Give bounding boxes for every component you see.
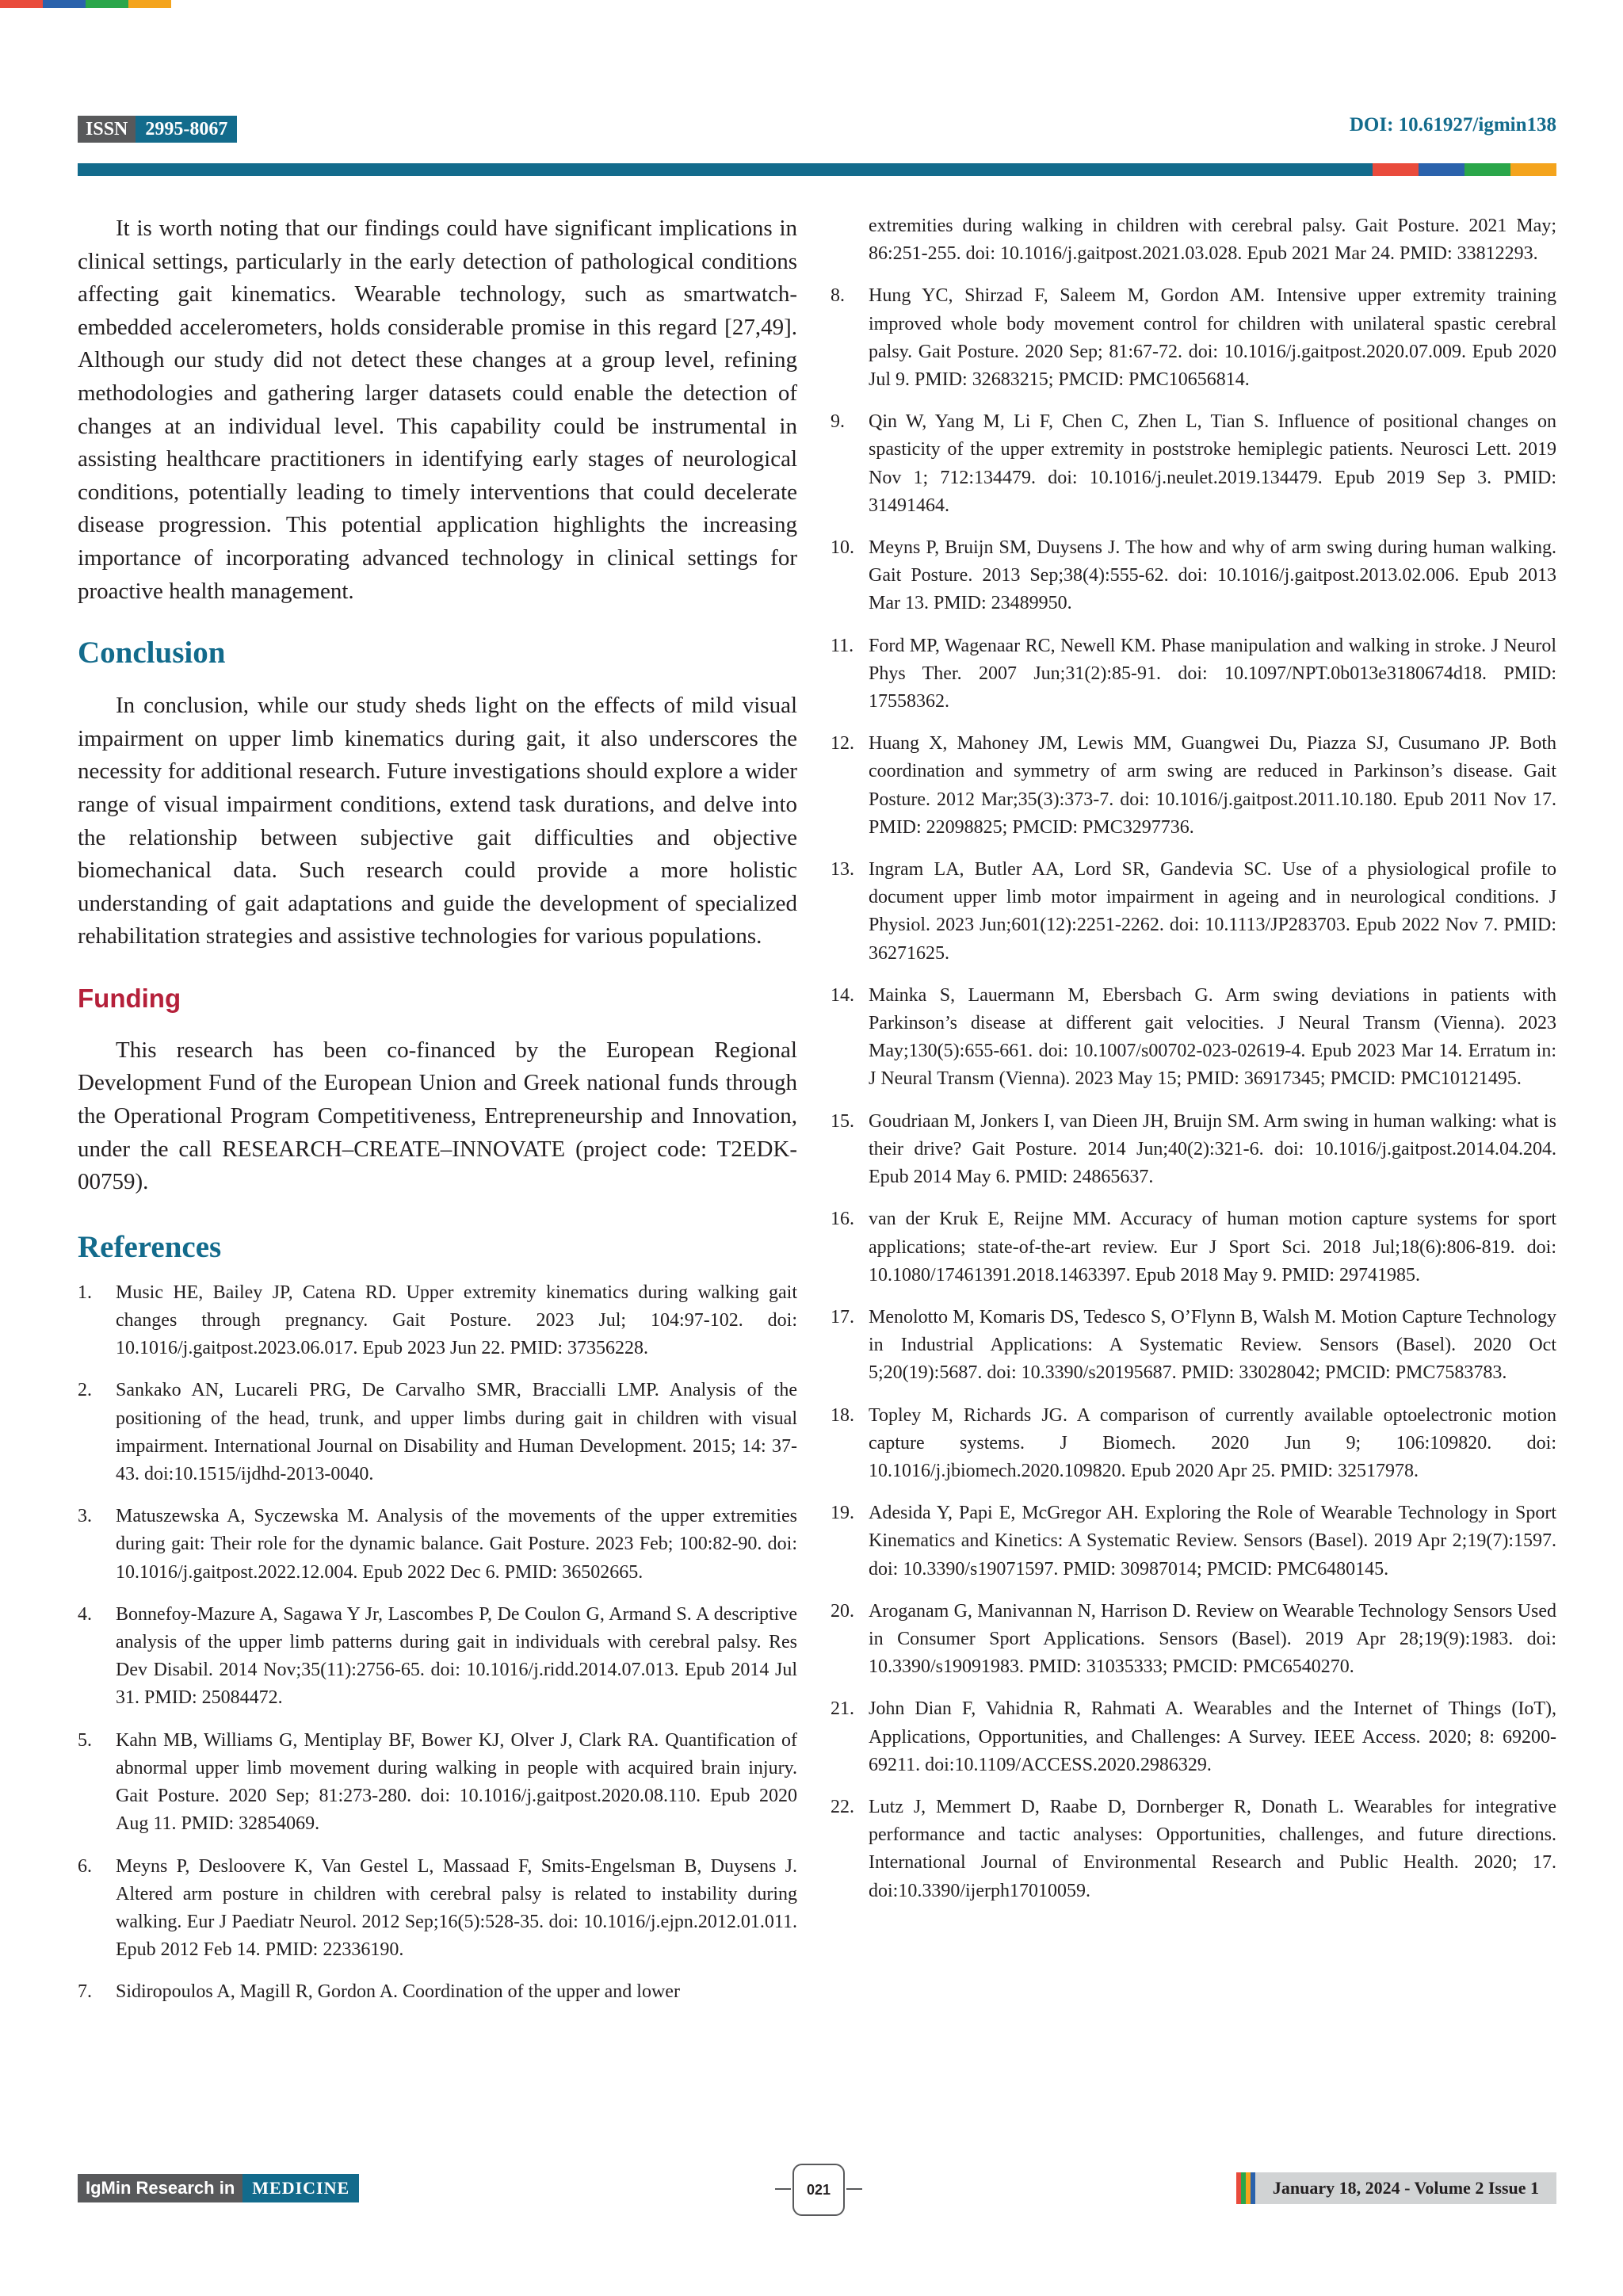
reference-text: van der Kruk E, Reijne MM. Accuracy of human motion capture systems for sport applications; state-of-the-art review. Eur J Sport Sci. 2018 Jul;18(6):806-819. doi: 10.1080/17461391.2018.1463397. Epub 2018 May 9. PMID: 29741985. <box>869 1209 1556 1286</box>
reference-item <box>78 1601 797 1713</box>
reference-number: 11. <box>831 635 854 656</box>
reference-text: Sankako AN, Lucareli PRG, De Carvalho SMR, Braccialli LMP. Analysis of the positioning of the head, trunk, and upper limbs during gait in children with visual impairment. International Journal on Disability and Human Development. 2015; 14: 37-43. doi:10.1515/ijdhd-2013-0040. <box>116 1380 797 1485</box>
reference-number: 6. <box>78 1855 92 1877</box>
reference-number: 19. <box>831 1503 854 1524</box>
reference-text: Adesida Y, Papi E, McGregor AH. Exploring the Role of Wearable Technology in Sport Kinematics and Kinetics: A Systematic Review. Sensors (Basel). 2019 Apr 2;19(7):1597. doi: 10.3390/s19071597. PMID: 30987014; PMCID: PMC6480145. <box>869 1503 1556 1580</box>
reference-item <box>831 1402 1556 1486</box>
reference-item <box>831 1108 1556 1192</box>
reference-item <box>78 1978 797 2006</box>
reference-text: Ingram LA, Butler AA, Lord SR, Gandevia SC. Use of a physiological profile to document upper limb motor impairment in ageing and in neurological conditions. J Physiol. 2023 Jun;601(12):2251-2262. doi: 10.1113/JP283703. Epub 2022 Nov 7. PMID: 36271625. <box>869 859 1556 964</box>
reference-7-continuation: extremities during walking in children with cerebral palsy. Gait Posture. 2021 May; 86:251-255. doi: 10.1016/j.gaitpost.2021.03.028. Epub 2021 Mar 24. PMID: 33812293. <box>869 216 1556 265</box>
reference-text: John Dian F, Vahidnia R, Rahmati A. Wearables and the Internet of Things (IoT), Applications, Opportunities, and Challenges: A Survey. IEEE Access. 2020; 8: 69200-69211. doi:10.1109/ACCESS.2020.2986329. <box>869 1698 1556 1775</box>
references-heading: References <box>78 1229 222 1264</box>
reference-number: 14. <box>831 984 854 1006</box>
conclusion-heading: Conclusion <box>78 636 226 670</box>
reference-number: 16. <box>831 1209 854 1230</box>
left-column <box>78 212 797 2007</box>
reference-number: 4. <box>78 1603 92 1625</box>
reference-number: 1. <box>78 1282 92 1303</box>
issn-label: ISSN <box>78 116 136 143</box>
reference-text: Matuszewska A, Syczewska M. Analysis of the movements of the upper extremities during gait: Their role for the dynamic balance. Gait Posture. 2023 Feb; 100:82-90. doi: 10.1016/j.gaitpost.2022.12.004. Epub 2022 Dec 6. PMID: 36502665. <box>116 1506 797 1583</box>
issn-badge <box>78 116 237 143</box>
left-arrow-icon <box>775 2188 791 2190</box>
reference-item <box>831 982 1556 1094</box>
funding-paragraph: This research has been co-financed by the European Regional Development Fund of the European Union and Greek national funds through the Operational Program Competitiveness, Entrepreneurship and Innovation, under the call RESEARCH–CREATE–INNOVATE (project code: T2EDK-00759). <box>78 1037 797 1195</box>
reference-item <box>831 1499 1556 1584</box>
right-arrow-icon <box>846 2188 862 2190</box>
reference-item <box>831 534 1556 618</box>
reference-number: 9. <box>831 411 845 433</box>
reference-number: 21. <box>831 1698 854 1720</box>
reference-item <box>831 856 1556 968</box>
reference-text: Kahn MB, Williams G, Mentiplay BF, Bower KJ, Olver J, Clark RA. Quantification of abnormal upper limb movement during walking in people with acquired brain injury. Gait Posture. 2020 Sep; 81:273-280. doi: 10.1016/j.gaitpost.2020.08.110. Epub 2020 Aug 11. PMID: 32854069. <box>116 1729 797 1835</box>
journal-prefix: IgMin Research in <box>78 2174 242 2202</box>
header-rule-blue <box>1419 163 1465 176</box>
reference-text: Qin W, Yang M, Li F, Chen C, Zhen L, Tian S. Influence of positional changes on spasticity of the upper extremity in poststroke hemiplegic patients. Neurosci Lett. 2019 Nov 1; 712:134479. doi: 10.1016/j.neulet.2019.134479. Epub 2019 Sep 3. PMID: 31491464. <box>869 411 1556 516</box>
reference-number: 18. <box>831 1404 854 1426</box>
reference-item <box>831 282 1556 394</box>
reference-number: 5. <box>78 1729 92 1751</box>
reference-item <box>831 632 1556 716</box>
page-number-text: 021 <box>806 2181 831 2198</box>
reference-text: Ford MP, Wagenaar RC, Newell KM. Phase manipulation and walking in stroke. J Neurol Phys Ther. 2007 Jun;31(2):85-91. doi: 10.1097/NPT.0b013e3180674d18. PMID: 17558362. <box>869 635 1556 712</box>
reference-text: Huang X, Mahoney JM, Lewis MM, Guangwei Du, Piazza SJ, Cusumano JP. Both coordination and symmetry of arm swing are reduced in Parkinson’s disease. Gait Posture. 2012 Mar;35(3):373-7. doi: 10.1016/j.gaitpost.2011.10.180. Epub 2011 Nov 17. PMID: 22098825; PMCID: PMC3297736. <box>869 733 1556 838</box>
reference-text: Aroganam G, Manivannan N, Harrison D. Review on Wearable Technology Sensors Used in Consumer Sport Applications. Sensors (Basel). 2019 Apr 28;19(9):1983. doi: 10.3390/s19091983. PMID: 31035333; PMCID: PMC6540270. <box>869 1600 1556 1678</box>
header-rule-green <box>1465 163 1510 176</box>
strip-orange <box>128 0 171 8</box>
reference-item <box>78 1503 797 1587</box>
reference-text: Hung YC, Shirzad F, Saleem M, Gordon AM. Intensive upper extremity training improved whole body movement control for children with unilateral spastic cerebral palsy. Gait Posture. 2020 Sep; 81:67-72. doi: 10.1016/j.gaitpost.2020.07.009. Epub 2020 Jul 9. PMID: 32683215; PMCID: PMC10656814. <box>869 285 1556 391</box>
reference-number: 12. <box>831 733 854 755</box>
reference-number: 20. <box>831 1600 854 1622</box>
strip-blue <box>43 0 86 8</box>
strip-green <box>86 0 128 8</box>
strip-red <box>0 0 43 8</box>
reference-text: Bonnefoy-Mazure A, Sagawa Y Jr, Lascombes P, De Coulon G, Armand S. A descriptive analysis of the upper limb patterns during gait in individuals with cerebral palsy. Res Dev Disabil. 2014 Nov;35(11):2756-65. doi: 10.1016/j.ridd.2014.07.013. Epub 2014 Jul 31. PMID: 25084472. <box>116 1603 797 1709</box>
reference-number: 3. <box>78 1506 92 1527</box>
date-issue: January 18, 2024 - Volume 2 Issue 1 <box>1255 2172 1556 2204</box>
reference-number: 10. <box>831 537 854 559</box>
reference-item <box>78 1279 797 1363</box>
date-issue-badge <box>1236 2172 1556 2204</box>
page-number <box>792 2164 845 2216</box>
header-rule-red <box>1373 163 1419 176</box>
journal-field: MEDICINE <box>242 2174 359 2202</box>
reference-number: 8. <box>831 285 845 307</box>
funding-heading: Funding <box>78 983 181 1013</box>
reference-number: 22. <box>831 1796 854 1817</box>
reference-text: Meyns P, Bruijn SM, Duysens J. The how and why of arm swing during human walking. Gait Posture. 2013 Sep;38(4):555-62. doi: 10.1016/j.gaitpost.2013.02.006. Epub 2013 Mar 13. PMID: 23489950. <box>869 537 1556 614</box>
issn-number: 2995-8067 <box>136 116 237 143</box>
reference-text: Menolotto M, Komaris DS, Tedesco S, O’Flynn B, Walsh M. Motion Capture Technology in Industrial Applications: A Systematic Review. Sensors (Basel). 2020 Oct 5;20(19):5687. doi: 10.3390/s20195687. PMID: 33028042; PMCID: PMC7583783. <box>869 1306 1556 1384</box>
reference-number: 2. <box>78 1380 92 1401</box>
journal-badge <box>78 2174 359 2202</box>
reference-list-left <box>78 1279 797 2007</box>
reference-text: Mainka S, Lauermann M, Ebersbach G. Arm swing deviations in patients with Parkinson’s disease at different gait velocities. J Neural Transm (Vienna). 2023 May;130(5):655-661. doi: 10.1007/s00702-023-02619-4. Epub 2023 Mar 14. Erratum in: J Neural Transm (Vienna). 2023 May 15; PMID: 36917345; PMCID: PMC10121495. <box>869 984 1556 1090</box>
reference-item <box>78 1727 797 1839</box>
reference-number: 7. <box>78 1981 92 2003</box>
reference-item <box>831 1598 1556 1682</box>
reference-text: Lutz J, Memmert D, Raabe D, Dornberger R, Donath L. Wearables for integrative performance and tactic analyses: Opportunities, challenges, and future directions. International Journal of Environmental Research and Public Health. 2020; 17. doi:10.3390/ijerph17010059. <box>869 1796 1556 1901</box>
reference-item <box>831 730 1556 842</box>
reference-item <box>831 1695 1556 1779</box>
header-rule <box>78 163 1556 176</box>
reference-text: Sidiropoulos A, Magill R, Gordon A. Coordination of the upper and lower <box>116 1981 680 2003</box>
reference-item <box>831 1304 1556 1388</box>
reference-text: Meyns P, Desloovere K, Van Gestel L, Massaad F, Smits-Engelsman B, Duysens J. Altered arm posture in children with cerebral palsy is related to instability during walking. Eur J Paediatr Neurol. 2012 Sep;16(5):528-35. doi: 10.1016/j.ejpn.2012.01.011. Epub 2012 Feb 14. PMID: 22336190. <box>116 1855 797 1961</box>
reference-text: Music HE, Bailey JP, Catena RD. Upper extremity kinematics during walking gait changes through pregnancy. Gait Posture. 2023 Jul; 104:97-102. doi: 10.1016/j.gaitpost.2023.06.017. Epub 2023 Jun 22. PMID: 37356228. <box>116 1282 797 1359</box>
discussion-paragraph: It is worth noting that our findings could have significant implications in clinical settings, particularly in the early detection of pathological conditions affecting gait kinematics. Wearable technology, such as smartwatch-embedded accelerometers, holds considerable promise in this regard [27,49]. Although our study did not detect these changes at a group level, refining methodologies and gathering larger datasets could enable the detection of changes at an individual level. This capability could be instrumental in assisting healthcare practitioners in identifying early stages of neurological conditions, potentially leading to timely interventions that could decelerate disease progression. This potential application highlights the increasing importance of incorporating advanced technology in clinical settings for proactive health management. <box>78 216 797 604</box>
header-rule-orange <box>1510 163 1556 176</box>
reference-number: 17. <box>831 1306 854 1328</box>
reference-list-right <box>831 282 1556 1904</box>
reference-number: 15. <box>831 1110 854 1132</box>
footer-color-stripes <box>1236 2172 1255 2204</box>
reference-item <box>831 408 1556 520</box>
reference-item <box>831 1794 1556 1905</box>
right-column <box>831 212 1556 1905</box>
reference-text: Goudriaan M, Jonkers I, van Dieen JH, Bruijn SM. Arm swing in human walking: what is their drive? Gait Posture. 2014 Jun;40(2):321-6. doi: 10.1016/j.gaitpost.2014.04.204. Epub 2014 May 6. PMID: 24865637. <box>869 1110 1556 1188</box>
conclusion-paragraph: In conclusion, while our study sheds light on the effects of mild visual impairment on upper limb kinematics during gait, it also underscores the necessity for additional research. Future investigations should explore a wider range of visual impairment conditions, extend task durations, and delve into the relationship between subjective gait difficulties and objective biomechanical data. Such research could provide a more holistic understanding of gait adaptations and guide the development of specialized rehabilitation strategies and assistive technologies for various populations. <box>78 693 797 949</box>
reference-item <box>831 1205 1556 1289</box>
doi-link[interactable]: DOI: 10.61927/igmin138 <box>1349 114 1556 136</box>
top-color-strip <box>0 0 171 8</box>
reference-item <box>78 1377 797 1488</box>
reference-item <box>78 1853 797 1965</box>
header-rule-main <box>78 163 1373 176</box>
reference-number: 13. <box>831 859 854 881</box>
reference-text: Topley M, Richards JG. A comparison of currently available optoelectronic motion capture systems. J Biomech. 2020 Jun 9; 106:109820. doi: 10.1016/j.jbiomech.2020.109820. Epub 2020 Apr 25. PMID: 32517978. <box>869 1404 1556 1481</box>
